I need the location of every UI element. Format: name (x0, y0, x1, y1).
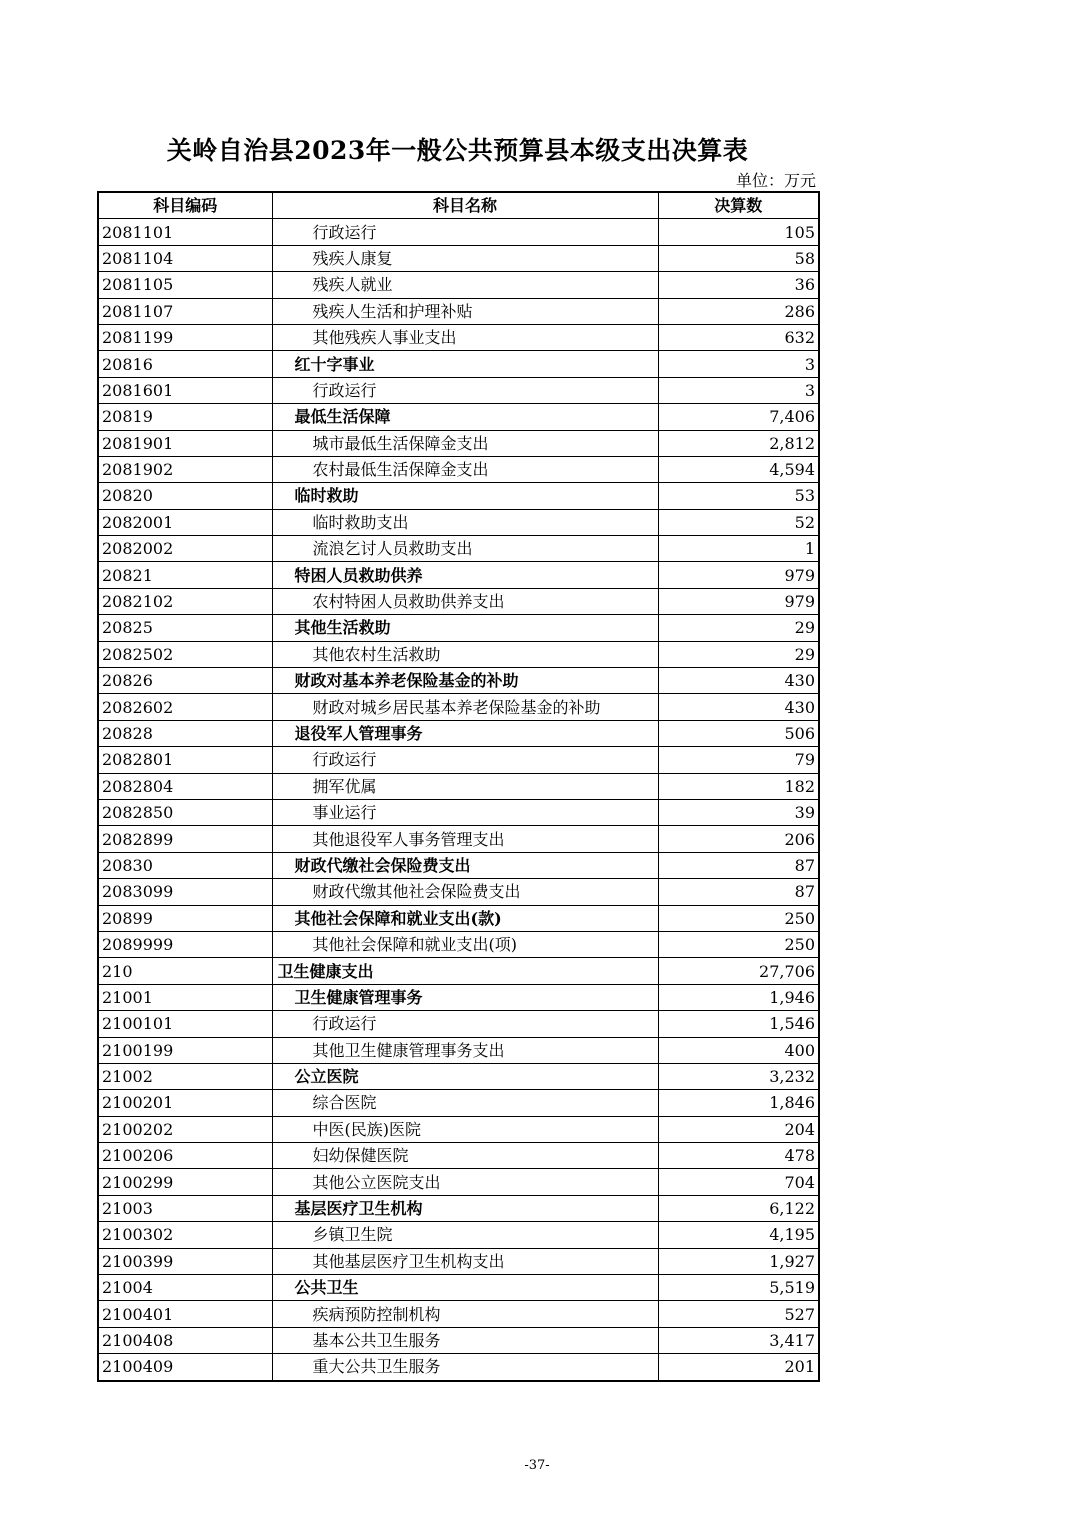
row-amount: 430 (658, 694, 819, 720)
row-name: 城市最低生活保障金支出 (272, 430, 658, 456)
row-name: 其他社会保障和就业支出(款) (272, 905, 658, 931)
table-row (98, 905, 819, 931)
row-code: 2100201 (98, 1090, 272, 1116)
row-amount: 4,195 (658, 1222, 819, 1248)
table-row (98, 456, 819, 482)
row-name: 行政运行 (272, 747, 658, 773)
row-amount: 1,927 (658, 1248, 819, 1274)
row-amount: 27,706 (658, 958, 819, 984)
row-code: 2081101 (98, 219, 272, 245)
table-row (98, 773, 819, 799)
row-name: 残疾人生活和护理补贴 (272, 298, 658, 324)
row-name: 行政运行 (272, 219, 658, 245)
row-code: 2082602 (98, 694, 272, 720)
row-amount: 36 (658, 272, 819, 298)
row-amount: 53 (658, 483, 819, 509)
row-code: 2100202 (98, 1116, 272, 1142)
budget-table (97, 191, 820, 1382)
table-row (98, 1248, 819, 1274)
row-code: 21003 (98, 1195, 272, 1221)
row-amount: 3,417 (658, 1327, 819, 1353)
row-amount: 704 (658, 1169, 819, 1195)
table-row (98, 1195, 819, 1221)
column-header-name: 科目名称 (272, 192, 658, 219)
row-name: 其他基层医疗卫生机构支出 (272, 1248, 658, 1274)
row-name: 退役军人管理事务 (272, 720, 658, 746)
row-name: 其他社会保障和就业支出(项) (272, 931, 658, 957)
table-row (98, 404, 819, 430)
row-code: 2081107 (98, 298, 272, 324)
row-amount: 1 (658, 536, 819, 562)
row-amount: 87 (658, 879, 819, 905)
table-row (98, 1116, 819, 1142)
table-row (98, 351, 819, 377)
row-code: 2100408 (98, 1327, 272, 1353)
table-row (98, 430, 819, 456)
table-row (98, 1354, 819, 1381)
table-row (98, 1143, 819, 1169)
row-name: 重大公共卫生服务 (272, 1354, 658, 1381)
table-row (98, 324, 819, 350)
table-row (98, 1063, 819, 1089)
table-row (98, 377, 819, 403)
table-row (98, 1169, 819, 1195)
table-row (98, 536, 819, 562)
row-amount: 7,406 (658, 404, 819, 430)
row-amount: 2,812 (658, 430, 819, 456)
table-row (98, 588, 819, 614)
row-name: 财政代缴其他社会保险费支出 (272, 879, 658, 905)
row-code: 20899 (98, 905, 272, 931)
row-code: 20826 (98, 668, 272, 694)
table-row (98, 272, 819, 298)
row-amount: 29 (658, 641, 819, 667)
row-amount: 206 (658, 826, 819, 852)
row-name: 农村特困人员救助供养支出 (272, 588, 658, 614)
row-name: 财政对城乡居民基本养老保险基金的补助 (272, 694, 658, 720)
row-code: 2083099 (98, 879, 272, 905)
row-name: 财政代缴社会保险费支出 (272, 852, 658, 878)
row-code: 20825 (98, 615, 272, 641)
table-row (98, 694, 819, 720)
row-name: 卫生健康管理事务 (272, 984, 658, 1010)
row-name: 农村最低生活保障金支出 (272, 456, 658, 482)
row-name: 流浪乞讨人员救助支出 (272, 536, 658, 562)
row-name: 特困人员救助供养 (272, 562, 658, 588)
table-row (98, 668, 819, 694)
row-amount: 506 (658, 720, 819, 746)
row-amount: 58 (658, 245, 819, 271)
page-number: -37- (524, 1458, 550, 1473)
row-code: 20820 (98, 483, 272, 509)
table-row (98, 747, 819, 773)
row-amount: 4,594 (658, 456, 819, 482)
row-name: 妇幼保健医院 (272, 1143, 658, 1169)
row-name: 基层医疗卫生机构 (272, 1195, 658, 1221)
row-amount: 105 (658, 219, 819, 245)
table-row (98, 1037, 819, 1063)
row-amount: 1,946 (658, 984, 819, 1010)
table-row (98, 1222, 819, 1248)
row-code: 2082002 (98, 536, 272, 562)
row-amount: 3,232 (658, 1063, 819, 1089)
table-row (98, 799, 819, 825)
row-name: 财政对基本养老保险基金的补助 (272, 668, 658, 694)
table-row (98, 1090, 819, 1116)
row-amount: 87 (658, 852, 819, 878)
row-code: 21002 (98, 1063, 272, 1089)
row-amount: 286 (658, 298, 819, 324)
row-amount: 3 (658, 351, 819, 377)
row-code: 2100299 (98, 1169, 272, 1195)
row-amount: 201 (658, 1354, 819, 1381)
row-name: 其他退役军人事务管理支出 (272, 826, 658, 852)
row-name: 行政运行 (272, 377, 658, 403)
table-row (98, 1011, 819, 1037)
row-code: 2081199 (98, 324, 272, 350)
row-code: 2100401 (98, 1301, 272, 1327)
table-row (98, 958, 819, 984)
row-amount: 182 (658, 773, 819, 799)
row-name: 残疾人康复 (272, 245, 658, 271)
table-row (98, 1275, 819, 1301)
table-row (98, 483, 819, 509)
table-row (98, 931, 819, 957)
row-name: 拥军优属 (272, 773, 658, 799)
row-amount: 979 (658, 562, 819, 588)
column-header-code: 科目编码 (98, 192, 272, 219)
row-amount: 400 (658, 1037, 819, 1063)
row-code: 2081902 (98, 456, 272, 482)
table-row (98, 641, 819, 667)
row-name: 红十字事业 (272, 351, 658, 377)
row-code: 2100409 (98, 1354, 272, 1381)
row-name: 疾病预防控制机构 (272, 1301, 658, 1327)
row-name: 基本公共卫生服务 (272, 1327, 658, 1353)
row-name: 卫生健康支出 (272, 958, 658, 984)
row-name: 综合医院 (272, 1090, 658, 1116)
row-code: 20816 (98, 351, 272, 377)
row-name: 乡镇卫生院 (272, 1222, 658, 1248)
row-name: 其他残疾人事业支出 (272, 324, 658, 350)
row-amount: 1,546 (658, 1011, 819, 1037)
row-amount: 6,122 (658, 1195, 819, 1221)
row-code: 2082850 (98, 799, 272, 825)
row-code: 20830 (98, 852, 272, 878)
row-amount: 1,846 (658, 1090, 819, 1116)
row-amount: 250 (658, 905, 819, 931)
row-code: 21001 (98, 984, 272, 1010)
row-code: 2100101 (98, 1011, 272, 1037)
row-amount: 204 (658, 1116, 819, 1142)
row-code: 2100206 (98, 1143, 272, 1169)
row-amount: 3 (658, 377, 819, 403)
row-code: 20819 (98, 404, 272, 430)
row-code: 2081104 (98, 245, 272, 271)
row-name: 其他卫生健康管理事务支出 (272, 1037, 658, 1063)
table-row (98, 509, 819, 535)
row-amount: 79 (658, 747, 819, 773)
row-amount: 5,519 (658, 1275, 819, 1301)
row-code: 2082899 (98, 826, 272, 852)
row-name: 其他公立医院支出 (272, 1169, 658, 1195)
row-name: 其他农村生活救助 (272, 641, 658, 667)
row-code: 2081105 (98, 272, 272, 298)
column-header-amount: 决算数 (658, 192, 819, 219)
row-amount: 29 (658, 615, 819, 641)
row-name: 行政运行 (272, 1011, 658, 1037)
row-code: 2082801 (98, 747, 272, 773)
row-name: 公共卫生 (272, 1275, 658, 1301)
row-code: 2100302 (98, 1222, 272, 1248)
row-amount: 39 (658, 799, 819, 825)
row-code: 2081601 (98, 377, 272, 403)
row-code: 2082804 (98, 773, 272, 799)
row-amount: 632 (658, 324, 819, 350)
row-code: 20828 (98, 720, 272, 746)
table-header-row (98, 192, 819, 219)
table-row (98, 1327, 819, 1353)
row-code: 21004 (98, 1275, 272, 1301)
row-code: 2089999 (98, 931, 272, 957)
unit-label: 单位：万元 (735, 171, 816, 190)
row-name: 其他生活救助 (272, 615, 658, 641)
row-name: 事业运行 (272, 799, 658, 825)
row-amount: 430 (658, 668, 819, 694)
table-row (98, 826, 819, 852)
row-code: 2082102 (98, 588, 272, 614)
row-amount: 52 (658, 509, 819, 535)
row-amount: 527 (658, 1301, 819, 1327)
row-code: 2100399 (98, 1248, 272, 1274)
row-code: 20821 (98, 562, 272, 588)
row-name: 临时救助支出 (272, 509, 658, 535)
row-code: 2100199 (98, 1037, 272, 1063)
row-amount: 979 (658, 588, 819, 614)
table-row (98, 984, 819, 1010)
page-title: 关岭自治县2023年一般公共预算县本级支出决算表 (166, 136, 749, 165)
row-code: 2082502 (98, 641, 272, 667)
row-code: 2082001 (98, 509, 272, 535)
table-row (98, 562, 819, 588)
table-row (98, 298, 819, 324)
table-row (98, 219, 819, 245)
table-row (98, 615, 819, 641)
row-name: 公立医院 (272, 1063, 658, 1089)
table-row (98, 245, 819, 271)
row-code: 2081901 (98, 430, 272, 456)
table-row (98, 720, 819, 746)
table-row (98, 852, 819, 878)
table-body (98, 219, 819, 1381)
row-name: 残疾人就业 (272, 272, 658, 298)
row-name: 最低生活保障 (272, 404, 658, 430)
table-row (98, 879, 819, 905)
table-row (98, 1301, 819, 1327)
row-amount: 478 (658, 1143, 819, 1169)
row-code: 210 (98, 958, 272, 984)
row-name: 临时救助 (272, 483, 658, 509)
row-amount: 250 (658, 931, 819, 957)
row-name: 中医(民族)医院 (272, 1116, 658, 1142)
